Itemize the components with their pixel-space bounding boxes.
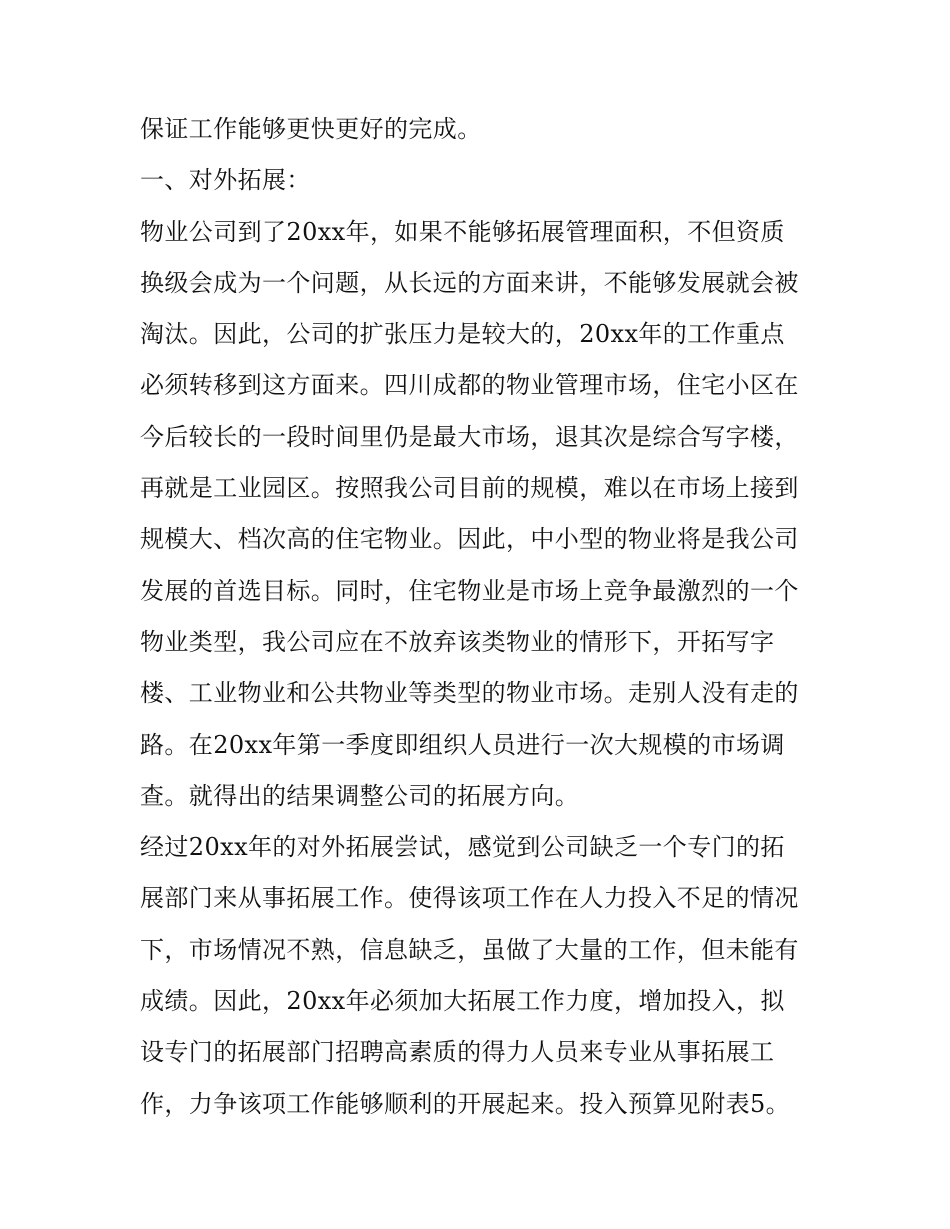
text-line: 今后较长的一段时间里仍是最大市场，退其次是综合写字楼， xyxy=(140,422,799,451)
text-line: 淘汰。因此，公司的扩张压力是较大的，20xx年的工作重点 xyxy=(140,320,785,349)
text-line: 设专门的拓展部门招聘高素质的得力人员来专业从事拓展工 xyxy=(140,1038,775,1067)
text-line: 作，力争该项工作能够顺利的开展起来。投入预算见附表5。 xyxy=(140,1089,791,1118)
text-line: 规模大、档次高的住宅物业。因此，中小型的物业将是我公司 xyxy=(140,525,799,554)
text-line: 再就是工业园区。按照我公司目前的规模，难以在市场上接到 xyxy=(140,474,799,503)
text-line: 物业公司到了20xx年，如果不能够拓展管理面积，不但资质 xyxy=(140,217,785,246)
text-line: 保证工作能够更快更好的完成。 xyxy=(140,115,482,143)
text-line: 发展的首选目标。同时，住宅物业是市场上竞争最激烈的一个 xyxy=(140,576,799,605)
text-line: 物业类型，我公司应在不放弃该类物业的情形下，开拓写字 xyxy=(140,627,775,656)
text-line: 换级会成为一个问题，从长远的方面来讲，不能够发展就会被 xyxy=(140,268,799,297)
body-text xyxy=(140,104,820,1130)
text-line: 查。就得出的结果调整公司的拓展方向。 xyxy=(140,781,580,810)
section-heading: 一、对外拓展： xyxy=(140,166,311,195)
text-line: 下，市场情况不熟，信息缺乏，虽做了大量的工作，但未能有 xyxy=(140,935,799,964)
text-line: 经过20xx年的对外拓展尝试，感觉到公司缺乏一个专门的拓 xyxy=(140,833,785,862)
text-line: 展部门来从事拓展工作。使得该项工作在人力投入不足的情况 xyxy=(140,884,799,913)
text-line: 成绩。因此，20xx年必须加大拓展工作力度，增加投入，拟 xyxy=(140,987,785,1016)
text-line: 必须转移到这方面来。四川成都的物业管理市场，住宅小区在 xyxy=(140,371,799,400)
text-line: 路。在20xx年第一季度即组织人员进行一次大规模的市场调 xyxy=(140,730,785,759)
text-line: 楼、工业物业和公共物业等类型的物业市场。走别人没有走的 xyxy=(140,679,799,708)
